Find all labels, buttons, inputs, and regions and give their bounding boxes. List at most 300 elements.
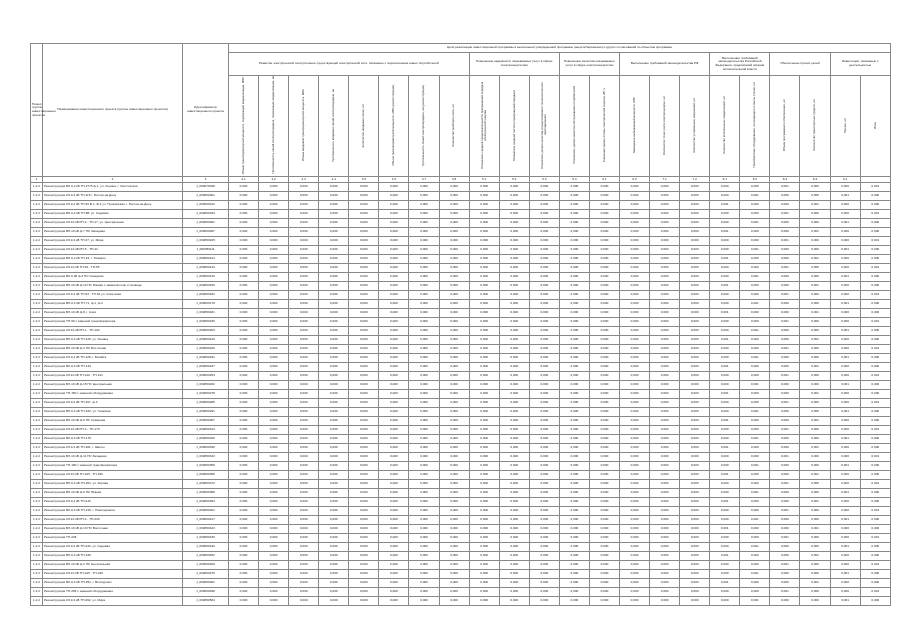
value-cell: 0,000 bbox=[499, 336, 529, 345]
value-cell: 0,000 bbox=[830, 534, 860, 543]
value-cell: 0,000 bbox=[499, 228, 529, 237]
value-cell: 0,001 bbox=[740, 570, 770, 579]
value-cell: 0,000 bbox=[229, 498, 259, 507]
value-cell: 0,000 bbox=[800, 435, 830, 444]
value-cell: 0,000 bbox=[860, 435, 890, 444]
value-cell: 0,000 bbox=[589, 291, 619, 300]
project-name: Реконструкция КЛ-10 кВ РП-4 - ТП-220 bbox=[43, 516, 183, 525]
value-cell: 0,000 bbox=[379, 237, 409, 246]
value-cell: 0,000 bbox=[529, 597, 559, 606]
value-cell: 0,000 bbox=[469, 264, 499, 273]
project-id: J_000050134 bbox=[183, 264, 229, 273]
value-cell: 0,000 bbox=[830, 282, 860, 291]
value-cell: 0,001 bbox=[800, 336, 830, 345]
value-cell: 0,000 bbox=[469, 480, 499, 489]
value-cell: 0,000 bbox=[469, 516, 499, 525]
value-cell: 0,000 bbox=[229, 327, 259, 336]
value-cell: 0,000 bbox=[589, 534, 619, 543]
value-cell: 0,000 bbox=[800, 480, 830, 489]
project-id: J_000050156 bbox=[183, 282, 229, 291]
value-cell: 0,000 bbox=[409, 345, 439, 354]
value-cell: 0,000 bbox=[650, 579, 680, 588]
value-cell: 0,000 bbox=[529, 255, 559, 264]
value-cell: 0,000 bbox=[289, 471, 319, 480]
value-cell: 0,000 bbox=[830, 444, 860, 453]
value-cell: 0,000 bbox=[650, 588, 680, 597]
value-cell: 0,000 bbox=[379, 444, 409, 453]
value-cell: 0,000 bbox=[650, 309, 680, 318]
value-cell: 0,000 bbox=[710, 435, 740, 444]
value-cell: 0,000 bbox=[349, 516, 379, 525]
value-cell: 0,000 bbox=[589, 273, 619, 282]
value-cell: 0,000 bbox=[589, 354, 619, 363]
header-sub-label: Количество вводимых ячеек, шт bbox=[361, 103, 366, 147]
value-cell: 0,000 bbox=[229, 507, 259, 516]
value-cell: 0,000 bbox=[499, 399, 529, 408]
value-cell: 0,000 bbox=[650, 516, 680, 525]
value-cell: 0,000 bbox=[559, 219, 589, 228]
value-cell: 0,000 bbox=[680, 372, 710, 381]
value-cell: 0,001 bbox=[770, 588, 800, 597]
value-cell: 0,000 bbox=[259, 291, 289, 300]
value-cell: 0,000 bbox=[710, 561, 740, 570]
value-cell: 0,000 bbox=[710, 291, 740, 300]
row-number: 1.2.2 bbox=[31, 381, 43, 390]
value-cell: 0,000 bbox=[499, 255, 529, 264]
value-cell: 0,000 bbox=[379, 183, 409, 192]
value-cell: 0,000 bbox=[830, 201, 860, 210]
header-sub bbox=[529, 76, 559, 177]
value-cell: 0,000 bbox=[710, 300, 740, 309]
value-cell: 0,000 bbox=[620, 273, 650, 282]
value-cell: 0,000 bbox=[620, 570, 650, 579]
value-cell: 0,000 bbox=[259, 444, 289, 453]
value-cell: 0,000 bbox=[529, 300, 559, 309]
value-cell: 0,000 bbox=[409, 372, 439, 381]
row-number: 1.2.2 bbox=[31, 597, 43, 606]
table-row bbox=[31, 327, 891, 336]
value-cell: 0,000 bbox=[409, 246, 439, 255]
value-cell: 0,001 bbox=[860, 372, 890, 381]
project-id: J_000050285 bbox=[183, 399, 229, 408]
value-cell: 0,000 bbox=[529, 228, 559, 237]
value-cell: 0,001 bbox=[800, 255, 830, 264]
value-cell: 0,000 bbox=[620, 516, 650, 525]
value-cell: 0,000 bbox=[710, 597, 740, 606]
project-name: Реконструкция ВЛ-0,4 кВ ТП-88, ул. Садовая bbox=[43, 210, 183, 219]
value-cell: 0,000 bbox=[529, 309, 559, 318]
header-sub-label: Объем трансформаторной мощности, МВА (реконструкция) bbox=[391, 84, 396, 166]
value-cell: 0,000 bbox=[409, 507, 439, 516]
value-cell: 0,000 bbox=[830, 417, 860, 426]
value-cell: 0,000 bbox=[259, 462, 289, 471]
value-cell: 0,000 bbox=[319, 444, 349, 453]
value-cell: 0,000 bbox=[589, 489, 619, 498]
value-cell: 0,000 bbox=[559, 597, 589, 606]
column-number: 8.3 bbox=[770, 177, 800, 183]
table-row bbox=[31, 300, 891, 309]
value-cell: 0,000 bbox=[860, 525, 890, 534]
value-cell: 0,001 bbox=[710, 255, 740, 264]
value-cell: 0,001 bbox=[860, 561, 890, 570]
header-sub-label: Объем вводимой трансформаторной мощности, МВА bbox=[301, 89, 306, 162]
value-cell: 0,000 bbox=[770, 327, 800, 336]
header-sub bbox=[680, 76, 710, 177]
value-cell: 0,000 bbox=[319, 588, 349, 597]
value-cell: 0,000 bbox=[229, 480, 259, 489]
value-cell: 0,000 bbox=[349, 255, 379, 264]
value-cell: 0,000 bbox=[349, 471, 379, 480]
value-cell: 0,001 bbox=[860, 534, 890, 543]
project-id: J_000050452 bbox=[183, 552, 229, 561]
table-row bbox=[31, 471, 891, 480]
header-sub-label: Количество устраненных нарушений, шт bbox=[692, 97, 697, 153]
value-cell: 0,000 bbox=[349, 183, 379, 192]
project-id: J_000050388 bbox=[183, 489, 229, 498]
value-cell: 0,000 bbox=[469, 192, 499, 201]
value-cell: 0,000 bbox=[620, 282, 650, 291]
project-id: J_000050336 bbox=[183, 444, 229, 453]
table-row bbox=[31, 246, 891, 255]
value-cell: 0,000 bbox=[229, 291, 259, 300]
value-cell: 0,000 bbox=[650, 561, 680, 570]
value-cell: 0,000 bbox=[319, 273, 349, 282]
value-cell: 0,000 bbox=[289, 219, 319, 228]
value-cell: 0,000 bbox=[589, 507, 619, 516]
value-cell: 0,000 bbox=[379, 471, 409, 480]
value-cell: 0,000 bbox=[379, 507, 409, 516]
value-cell: 0,000 bbox=[259, 579, 289, 588]
value-cell: 0,000 bbox=[620, 291, 650, 300]
value-cell: 0,000 bbox=[319, 237, 349, 246]
row-number: 1.2.2 bbox=[31, 300, 43, 309]
value-cell: 0,001 bbox=[860, 183, 890, 192]
value-cell: 0,000 bbox=[680, 534, 710, 543]
value-cell: 0,000 bbox=[499, 309, 529, 318]
row-number: 1.2.2 bbox=[31, 219, 43, 228]
table-row bbox=[31, 255, 891, 264]
value-cell: 0,001 bbox=[860, 480, 890, 489]
value-cell: 0,000 bbox=[349, 345, 379, 354]
value-cell: 0,000 bbox=[439, 561, 469, 570]
value-cell: 0,000 bbox=[319, 552, 349, 561]
value-cell: 0,000 bbox=[860, 543, 890, 552]
project-id: J_000050307 bbox=[183, 417, 229, 426]
value-cell: 0,000 bbox=[620, 354, 650, 363]
value-cell: 0,000 bbox=[740, 561, 770, 570]
column-number: 3 bbox=[183, 177, 229, 183]
value-cell: 0,000 bbox=[650, 318, 680, 327]
project-name: Реконструкция ВЛ-10 кВ ф.11 ПС Западная bbox=[43, 453, 183, 462]
value-cell: 0,000 bbox=[439, 435, 469, 444]
value-cell: 0,000 bbox=[680, 309, 710, 318]
value-cell: 0,000 bbox=[439, 381, 469, 390]
value-cell: 0,001 bbox=[770, 426, 800, 435]
value-cell: 0,000 bbox=[740, 336, 770, 345]
value-cell: 0,000 bbox=[439, 273, 469, 282]
value-cell: 0,000 bbox=[620, 552, 650, 561]
value-cell: 0,000 bbox=[800, 588, 830, 597]
value-cell: 0,000 bbox=[289, 210, 319, 219]
value-cell: 0,000 bbox=[770, 201, 800, 210]
value-cell: 0,000 bbox=[800, 300, 830, 309]
value-cell: 0,000 bbox=[259, 399, 289, 408]
value-cell: 0,000 bbox=[259, 435, 289, 444]
header-row-num: Номер группы инвестиционных проектов bbox=[31, 44, 43, 177]
value-cell: 0,000 bbox=[830, 237, 860, 246]
value-cell: 0,000 bbox=[499, 219, 529, 228]
value-cell: 0,000 bbox=[830, 399, 860, 408]
project-id: J_000050105 bbox=[183, 237, 229, 246]
value-cell: 0,000 bbox=[469, 426, 499, 435]
value-cell: 0,000 bbox=[740, 228, 770, 237]
value-cell: 0,000 bbox=[349, 381, 379, 390]
value-cell: 0,000 bbox=[740, 201, 770, 210]
value-cell: 0,000 bbox=[439, 237, 469, 246]
value-cell: 0,000 bbox=[409, 435, 439, 444]
value-cell: 0,000 bbox=[680, 318, 710, 327]
value-cell: 0,000 bbox=[830, 480, 860, 489]
value-cell: 0,000 bbox=[409, 300, 439, 309]
value-cell: 0,000 bbox=[289, 264, 319, 273]
value-cell: 0,001 bbox=[860, 399, 890, 408]
value-cell: 0,001 bbox=[740, 273, 770, 282]
value-cell: 0,000 bbox=[589, 543, 619, 552]
value-cell: 0,001 bbox=[710, 363, 740, 372]
value-cell: 0,000 bbox=[589, 381, 619, 390]
value-cell: 0,000 bbox=[229, 489, 259, 498]
value-cell: 0,000 bbox=[800, 246, 830, 255]
value-cell: 0,000 bbox=[259, 282, 289, 291]
project-id: J_000050254 bbox=[183, 372, 229, 381]
value-cell: 0,000 bbox=[740, 444, 770, 453]
value-cell: 0,000 bbox=[379, 300, 409, 309]
value-cell: 0,000 bbox=[770, 444, 800, 453]
project-name: Реконструкция ВЛ-0,4 кВ ТП-2775 ф.1, ул. Ленина, г. Светлогорск bbox=[43, 183, 183, 192]
project-id: J_000050446 bbox=[183, 543, 229, 552]
value-cell: 0,000 bbox=[559, 264, 589, 273]
value-cell: 0,000 bbox=[620, 336, 650, 345]
table-row bbox=[31, 507, 891, 516]
value-cell: 0,000 bbox=[409, 561, 439, 570]
value-cell: 0,000 bbox=[620, 363, 650, 372]
project-id: J_000050423 bbox=[183, 525, 229, 534]
value-cell: 0,000 bbox=[800, 264, 830, 273]
value-cell: 0,000 bbox=[860, 516, 890, 525]
value-cell: 0,001 bbox=[710, 336, 740, 345]
value-cell: 0,000 bbox=[289, 435, 319, 444]
value-cell: 0,000 bbox=[559, 534, 589, 543]
value-cell: 0,000 bbox=[469, 597, 499, 606]
value-cell: 0,000 bbox=[589, 327, 619, 336]
value-cell: 0,000 bbox=[259, 453, 289, 462]
value-cell: 0,000 bbox=[680, 462, 710, 471]
value-cell: 0,000 bbox=[469, 372, 499, 381]
value-cell: 0,000 bbox=[529, 552, 559, 561]
value-cell: 0,000 bbox=[319, 435, 349, 444]
value-cell: 0,000 bbox=[259, 318, 289, 327]
value-cell: 0,000 bbox=[589, 372, 619, 381]
value-cell: 0,000 bbox=[529, 417, 559, 426]
row-number: 1.2.2 bbox=[31, 354, 43, 363]
value-cell: 0,000 bbox=[620, 183, 650, 192]
header-sub bbox=[770, 76, 800, 177]
value-cell: 0,000 bbox=[589, 219, 619, 228]
value-cell: 0,001 bbox=[770, 561, 800, 570]
value-cell: 0,000 bbox=[800, 489, 830, 498]
value-cell: 0,000 bbox=[529, 219, 559, 228]
value-cell: 0,000 bbox=[439, 534, 469, 543]
value-cell: 0,000 bbox=[860, 192, 890, 201]
value-cell: 0,001 bbox=[740, 219, 770, 228]
value-cell: 0,000 bbox=[589, 597, 619, 606]
value-cell: 0,000 bbox=[289, 498, 319, 507]
value-cell: 0,000 bbox=[439, 309, 469, 318]
project-id: J_000050097 bbox=[183, 228, 229, 237]
header-sub bbox=[259, 76, 289, 177]
value-cell: 0,000 bbox=[529, 192, 559, 201]
project-name: Реконструкция ВЛ-0,4 кВ ТП-133 bbox=[43, 363, 183, 372]
value-cell: 0,000 bbox=[680, 381, 710, 390]
value-cell: 0,000 bbox=[800, 453, 830, 462]
value-cell: 0,000 bbox=[379, 345, 409, 354]
value-cell: 0,000 bbox=[710, 354, 740, 363]
value-cell: 0,000 bbox=[650, 381, 680, 390]
value-cell: 0,000 bbox=[409, 516, 439, 525]
value-cell: 0,000 bbox=[860, 300, 890, 309]
value-cell: 0,000 bbox=[830, 363, 860, 372]
value-cell: 0,000 bbox=[589, 453, 619, 462]
value-cell: 0,000 bbox=[650, 246, 680, 255]
project-name: Реконструкция ВЛ-10 кВ ф.7 ПС Западная bbox=[43, 228, 183, 237]
value-cell: 0,000 bbox=[650, 327, 680, 336]
value-cell: 0,000 bbox=[860, 273, 890, 282]
value-cell: 0,000 bbox=[650, 255, 680, 264]
header-sub-label: Приобретение оборудования, не входящего в сметы строек, шт bbox=[752, 82, 757, 168]
value-cell: 0,000 bbox=[259, 489, 289, 498]
value-cell: 0,000 bbox=[860, 489, 890, 498]
value-cell: 0,000 bbox=[499, 561, 529, 570]
value-cell: 0,000 bbox=[589, 480, 619, 489]
value-cell: 0,001 bbox=[830, 381, 860, 390]
value-cell: 0,000 bbox=[469, 228, 499, 237]
value-cell: 0,000 bbox=[680, 426, 710, 435]
value-cell: 0,000 bbox=[319, 507, 349, 516]
value-cell: 0,000 bbox=[529, 264, 559, 273]
value-cell: 0,000 bbox=[650, 237, 680, 246]
value-cell: 0,000 bbox=[529, 291, 559, 300]
value-cell: 0,000 bbox=[469, 300, 499, 309]
value-cell: 0,000 bbox=[349, 372, 379, 381]
project-name: Реконструкция КЛ-0,4 кВ ТП-157, ф.3 bbox=[43, 399, 183, 408]
value-cell: 0,000 bbox=[710, 399, 740, 408]
value-cell: 0,000 bbox=[830, 561, 860, 570]
value-cell: 0,000 bbox=[229, 597, 259, 606]
value-cell: 0,000 bbox=[830, 309, 860, 318]
value-cell: 0,000 bbox=[439, 354, 469, 363]
column-number: 6.1 bbox=[589, 177, 619, 183]
value-cell: 0,000 bbox=[289, 462, 319, 471]
value-cell: 0,000 bbox=[259, 471, 289, 480]
value-cell: 0,000 bbox=[289, 516, 319, 525]
value-cell: 0,000 bbox=[529, 390, 559, 399]
value-cell: 0,000 bbox=[379, 210, 409, 219]
value-cell: 0,000 bbox=[409, 336, 439, 345]
value-cell: 0,000 bbox=[740, 507, 770, 516]
value-cell: 0,000 bbox=[620, 489, 650, 498]
value-cell: 0,000 bbox=[680, 282, 710, 291]
value-cell: 0,000 bbox=[469, 525, 499, 534]
value-cell: 0,000 bbox=[289, 381, 319, 390]
value-cell: 0,000 bbox=[650, 480, 680, 489]
value-cell: 0,000 bbox=[830, 498, 860, 507]
value-cell: 0,001 bbox=[770, 480, 800, 489]
header-sub bbox=[409, 76, 439, 177]
value-cell: 0,000 bbox=[259, 336, 289, 345]
value-cell: 0,000 bbox=[589, 525, 619, 534]
value-cell: 0,000 bbox=[319, 534, 349, 543]
table-row bbox=[31, 534, 891, 543]
value-cell: 0,000 bbox=[650, 417, 680, 426]
value-cell: 0,000 bbox=[499, 363, 529, 372]
value-cell: 0,001 bbox=[800, 552, 830, 561]
value-cell: 0,000 bbox=[529, 444, 559, 453]
value-cell: 0,000 bbox=[650, 183, 680, 192]
value-cell: 0,000 bbox=[830, 579, 860, 588]
value-cell: 0,000 bbox=[589, 498, 619, 507]
value-cell: 0,000 bbox=[409, 237, 439, 246]
value-cell: 0,000 bbox=[680, 588, 710, 597]
value-cell: 0,000 bbox=[409, 399, 439, 408]
value-cell: 0,000 bbox=[469, 507, 499, 516]
value-cell: 0,001 bbox=[740, 435, 770, 444]
project-name: Реконструкция ВЛ-0,4 кВ ТП-115, ул. Ленина bbox=[43, 336, 183, 345]
value-cell: 0,000 bbox=[830, 183, 860, 192]
value-cell: 0,000 bbox=[229, 444, 259, 453]
value-cell: 0,000 bbox=[319, 525, 349, 534]
value-cell: 0,000 bbox=[229, 228, 259, 237]
project-name: Реконструкция ВЛ-10 кВ ф.12 ПС Южная с заменой опор и провода bbox=[43, 282, 183, 291]
value-cell: 0,000 bbox=[289, 408, 319, 417]
row-number: 1.2.2 bbox=[31, 417, 43, 426]
value-cell: 0,000 bbox=[529, 399, 559, 408]
value-cell: 0,001 bbox=[770, 291, 800, 300]
value-cell: 0,000 bbox=[800, 597, 830, 606]
value-cell: 0,000 bbox=[800, 327, 830, 336]
value-cell: 0,000 bbox=[469, 318, 499, 327]
header-sub-label: Протяженность вводимых линий электропередачи, км bbox=[331, 88, 336, 162]
value-cell: 0,000 bbox=[830, 210, 860, 219]
value-cell: 0,000 bbox=[650, 498, 680, 507]
value-cell: 0,000 bbox=[559, 183, 589, 192]
value-cell: 0,000 bbox=[830, 372, 860, 381]
value-cell: 0,000 bbox=[680, 264, 710, 273]
value-cell: 0,000 bbox=[349, 273, 379, 282]
table-row bbox=[31, 390, 891, 399]
value-cell: 0,000 bbox=[319, 381, 349, 390]
row-number: 1.2.2 bbox=[31, 525, 43, 534]
value-cell: 0,000 bbox=[469, 210, 499, 219]
value-cell: 0,000 bbox=[229, 462, 259, 471]
value-cell: 0,000 bbox=[529, 453, 559, 462]
project-id: J_000050469 bbox=[183, 561, 229, 570]
header-sub bbox=[229, 76, 259, 177]
value-cell: 0,000 bbox=[529, 372, 559, 381]
value-cell: 0,000 bbox=[680, 570, 710, 579]
value-cell: 0,000 bbox=[680, 201, 710, 210]
table-row bbox=[31, 444, 891, 453]
value-cell: 0,000 bbox=[259, 372, 289, 381]
